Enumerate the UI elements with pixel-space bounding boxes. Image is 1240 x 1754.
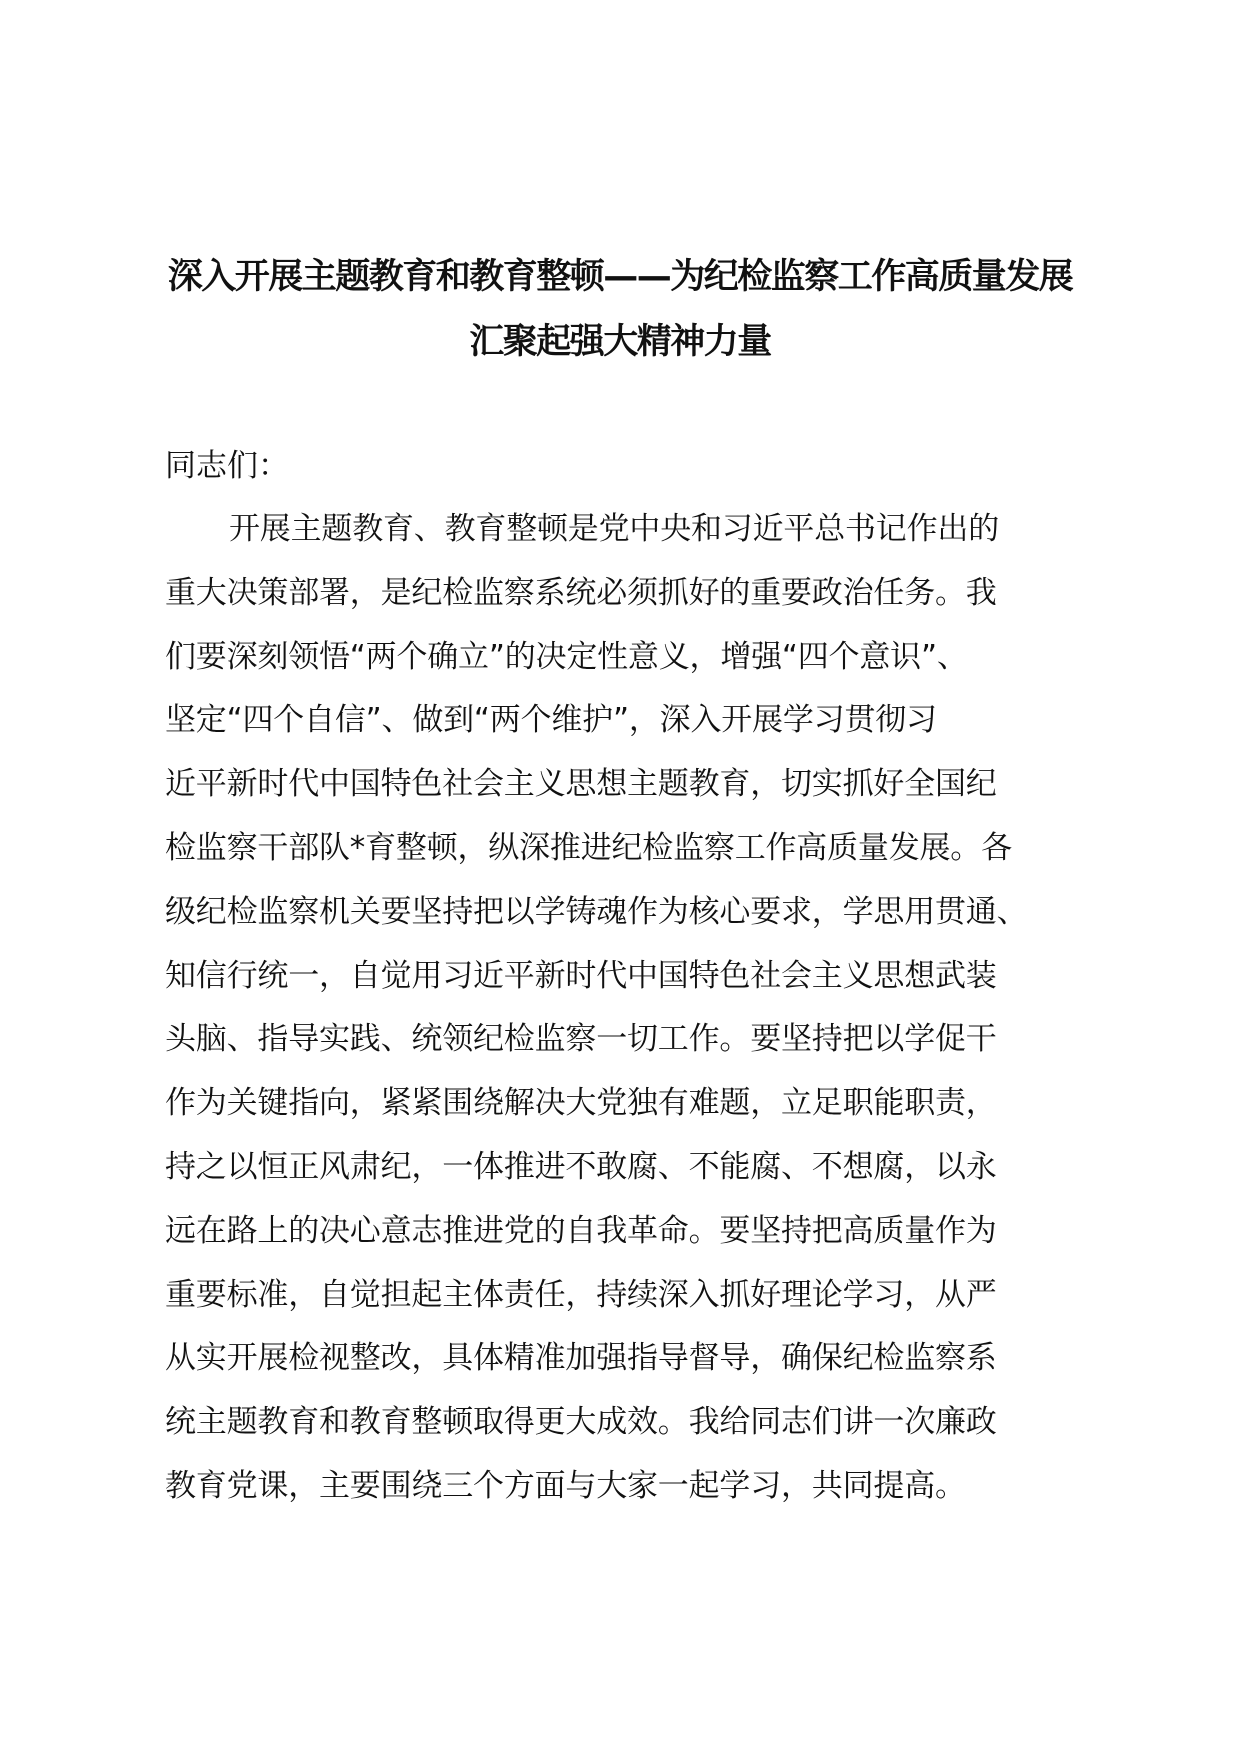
paragraph-line: 从实开展检视整改，具体精准加强指导督导，确保纪检监察系 [165, 1340, 997, 1377]
paragraph-line: 头脑、指导实践、统领纪检监察一切工作。要坚持把以学促干 [165, 1021, 997, 1058]
paragraph-line: 远在路上的决心意志推进党的自我革命。要坚持把高质量作为 [165, 1212, 997, 1249]
paragraph-line: 作为关键指向，紧紧围绕解决大党独有难题，立足职能职责， [165, 1085, 997, 1122]
paragraph-line: 坚定“四个自信”、做到“两个维护”，深入开展学习贯彻习 [165, 702, 937, 739]
title-line-2: 汇聚起强大精神力量 [469, 322, 771, 362]
paragraph-line: 检监察干部队*育整顿，纵深推进纪检监察工作高质量发展。各 [165, 829, 1012, 866]
paragraph-line: 重要标准，自觉担起主体责任，持续深入抓好理论学习，从严 [165, 1276, 997, 1313]
paragraph-line: 重大决策部署，是纪检监察系统必须抓好的重要政治任务。我 [165, 574, 997, 611]
salutation: 同志们： [165, 448, 289, 484]
document-title [150, 245, 1090, 375]
paragraph-line: 知信行统一，自觉用习近平新时代中国特色社会主义思想武装 [165, 957, 997, 994]
paragraph-line: 教育党课，主要围绕三个方面与大家一起学习，共同提高。 [165, 1467, 966, 1504]
paragraph-line: 统主题教育和教育整顿取得更大成效。我给同志们讲一次廉政 [165, 1404, 997, 1441]
paragraph-line: 开展主题教育、教育整顿是党中央和习近平总书记作出的 [229, 511, 999, 547]
paragraph-line: 近平新时代中国特色社会主义思想主题教育，切实抓好全国纪 [165, 766, 997, 803]
paragraph-line: 级纪检监察机关要坚持把以学铸魂作为核心要求，学思用贯通、 [165, 893, 1028, 930]
body-paragraph [165, 498, 1095, 1519]
paragraph-line: 们要深刻领悟“两个确立”的决定性意义，增强“四个意识”、 [165, 638, 968, 675]
paragraph-line: 持之以恒正风肃纪，一体推进不敢腐、不能腐、不想腐，以永 [165, 1148, 997, 1185]
title-line-1: 深入开展主题教育和教育整顿——为纪检监察工作高质量发展 [167, 257, 1073, 297]
